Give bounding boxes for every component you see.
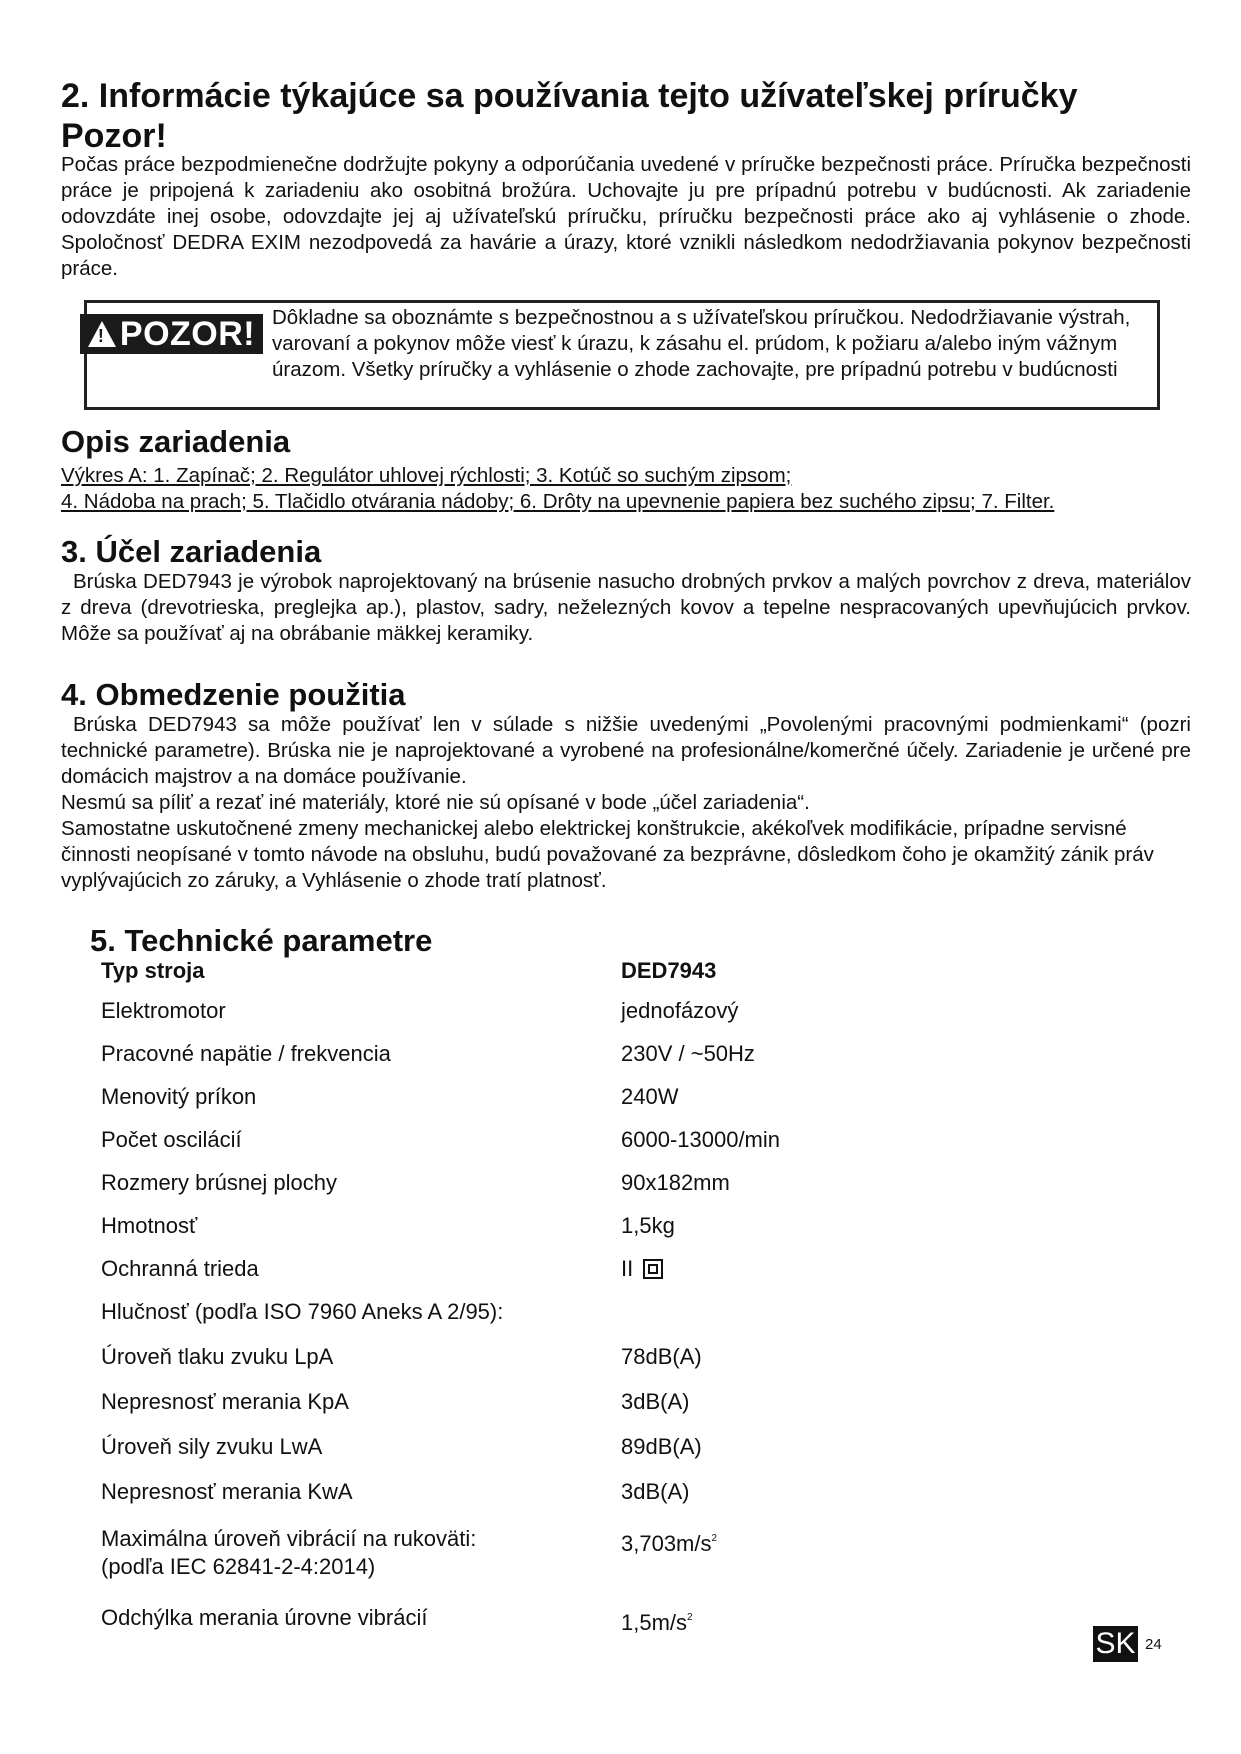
section-4-body (61, 712, 1191, 894)
row-value: 240W (621, 1084, 679, 1109)
section-2-paragraph: Počas práce bezpodmienečne dodržujte pokyny a odporúčania uvedené v príručke bezpečnosti práce. Príručka bezpečnosti práce je pripojená k zariadeniu ako osobitná brožúra. Uchovajte ju pre prípadnú potrebu v budúcnosti. Ak zariadenie odovzdáte inej osobe, odovzdajte jej aj užívateľskú príručku, príručku bezpečnosti práce ako aj vyhlásenie o zhode. Spoločnosť DEDRA EXIM nezodpovedá za havárie a úrazy, ktoré vznikli následkom nedodržiavania pokynov bezpečnosti práce. (61, 153, 1191, 280)
row-value: 6000-13000/min (621, 1127, 781, 1152)
drawing-legend-line-2: 4. Nádoba na prach; 5. Tlačidlo otvárania nádoby; 6. Drôty na upevnenie papiera bez suchého zipsu; 7. Filter. (61, 490, 1055, 513)
page-number: 24 (1145, 1636, 1162, 1653)
section-4-paragraph-1: Brúska DED7943 sa môže používať len v súlade s nižšie uvedenými „Povolenými pracovnými podmienkami“ (pozri technické parametre). Brúska nie je naprojektované a vyrobené na profesionálne/komerčné účely. Zariadenie je určené pre domácich majstrov a na domáce používanie. (61, 713, 1191, 788)
section-4-title: 4. Obmedzenie použitia (61, 677, 406, 712)
row-label: Pracovné napätie / frekvencia (101, 1041, 391, 1066)
row-label: Odchýlka merania úrovne vibrácií (101, 1605, 428, 1630)
warning-triangle-icon: ! (88, 321, 116, 347)
superscript: 2 (711, 1533, 718, 1544)
row-value: 1,5kg (621, 1213, 675, 1238)
section-4-paragraph-3: Samostatne uskutočnené zmeny mechanickej alebo elektrickej konštrukcie, akékoľvek modifikácie, prípadne servisné činnosti neopísané v tomto návode na obsluhu, budú považované za bezprávne, dôsledkom čoho je okamžitý zánik práv vyplývajúcich zo záruky, a Vyhlásenie o zhode tratí platnosť. (61, 817, 1154, 892)
vibration-value: 3,703m/s (621, 1531, 712, 1556)
row-label: Úroveň sily zvuku LwA (101, 1434, 323, 1459)
header-label: Typ stroja (101, 958, 205, 983)
description-title: Opis zariadenia (61, 424, 291, 459)
language-badge: SK (1093, 1626, 1138, 1662)
row-value: jednofázový (621, 998, 739, 1023)
row-label: Úroveň tlaku zvuku LpA (101, 1344, 334, 1369)
class-ii-double-square-icon (643, 1259, 663, 1279)
row-label-line-1: Maximálna úroveň vibrácií na rukoväti: (101, 1526, 477, 1551)
row-label (101, 1525, 601, 1581)
row-value: 89dB(A) (621, 1434, 702, 1459)
warning-badge-label: POZOR! (119, 315, 256, 353)
row-label: Elektromotor (101, 998, 226, 1023)
row-value: 3dB(A) (621, 1389, 690, 1414)
section-3-title: 3. Účel zariadenia (61, 534, 322, 569)
row-value: 78dB(A) (621, 1344, 702, 1369)
section-2-title (61, 76, 1211, 156)
row-value (621, 1604, 693, 1637)
row-label: Hmotnosť (101, 1213, 198, 1238)
row-label: Hlučnosť (podľa ISO 7960 Aneks A 2/95): (101, 1299, 504, 1324)
vibration-uncertainty-value: 1,5m/s (621, 1610, 688, 1635)
header-value: DED7943 (621, 958, 717, 983)
drawing-legend-line-1: Výkres A: 1. Zapínač; 2. Regulátor uhlovej rýchlosti; 3. Kotúč so suchým zipsom; (61, 464, 792, 487)
row-label-line-2: (podľa IEC 62841-2-4:2014) (101, 1554, 376, 1579)
row-label: Nepresnosť merania KpA (101, 1389, 349, 1414)
description-drawing-legend (61, 463, 1191, 515)
caution-heading: Pozor! (61, 117, 167, 155)
row-label: Menovitý príkon (101, 1084, 257, 1109)
row-value: 90x182mm (621, 1170, 730, 1195)
row-label: Rozmery brúsnej plochy (101, 1170, 337, 1195)
row-label: Nepresnosť merania KwA (101, 1479, 353, 1504)
warning-badge (80, 314, 263, 354)
protection-class-value: II (621, 1256, 634, 1281)
row-label: Ochranná trieda (101, 1256, 259, 1281)
warning-text: Dôkladne sa oboznámte s bezpečnostnou a s užívateľskou príručkou. Nedodržiavanie výstrah, varovaní a pokynov môže viesť k úrazu, k zásahu el. prúdom, k požiaru a/alebo iným vážnym úrazom. Všetky príručky a vyhlásenie o zhode zachovajte, pre prípadnú potrebu v budúcnosti (272, 306, 1131, 381)
row-value (621, 1525, 717, 1558)
section-5-title: 5. Technické parametre (90, 923, 433, 958)
row-value: 3dB(A) (621, 1479, 690, 1504)
section-2-title-text: 2. Informácie týkajúce sa používania tejto užívateľskej príručky (61, 77, 1078, 115)
section-3-paragraph: Brúska DED7943 je výrobok naprojektovaný na brúsenie nasucho drobných prvkov a malých povrchov z dreva, materiálov z dreva (drevotrieska, preglejka ap.), plastov, sadry, neželezných kovov a tepelne nespracovaných upevňujúcich prvkov. Môže sa používať aj na obrábanie mäkkej keramiky. (61, 570, 1191, 645)
row-value: 230V / ~50Hz (621, 1041, 755, 1066)
section-4-paragraph-2: Nesmú sa píliť a rezať iné materiály, ktoré nie sú opísané v bode „účel zariadenia“. (61, 791, 810, 814)
superscript: 2 (687, 1612, 693, 1623)
row-value (621, 1255, 663, 1283)
row-label: Počet oscilácií (101, 1127, 242, 1152)
